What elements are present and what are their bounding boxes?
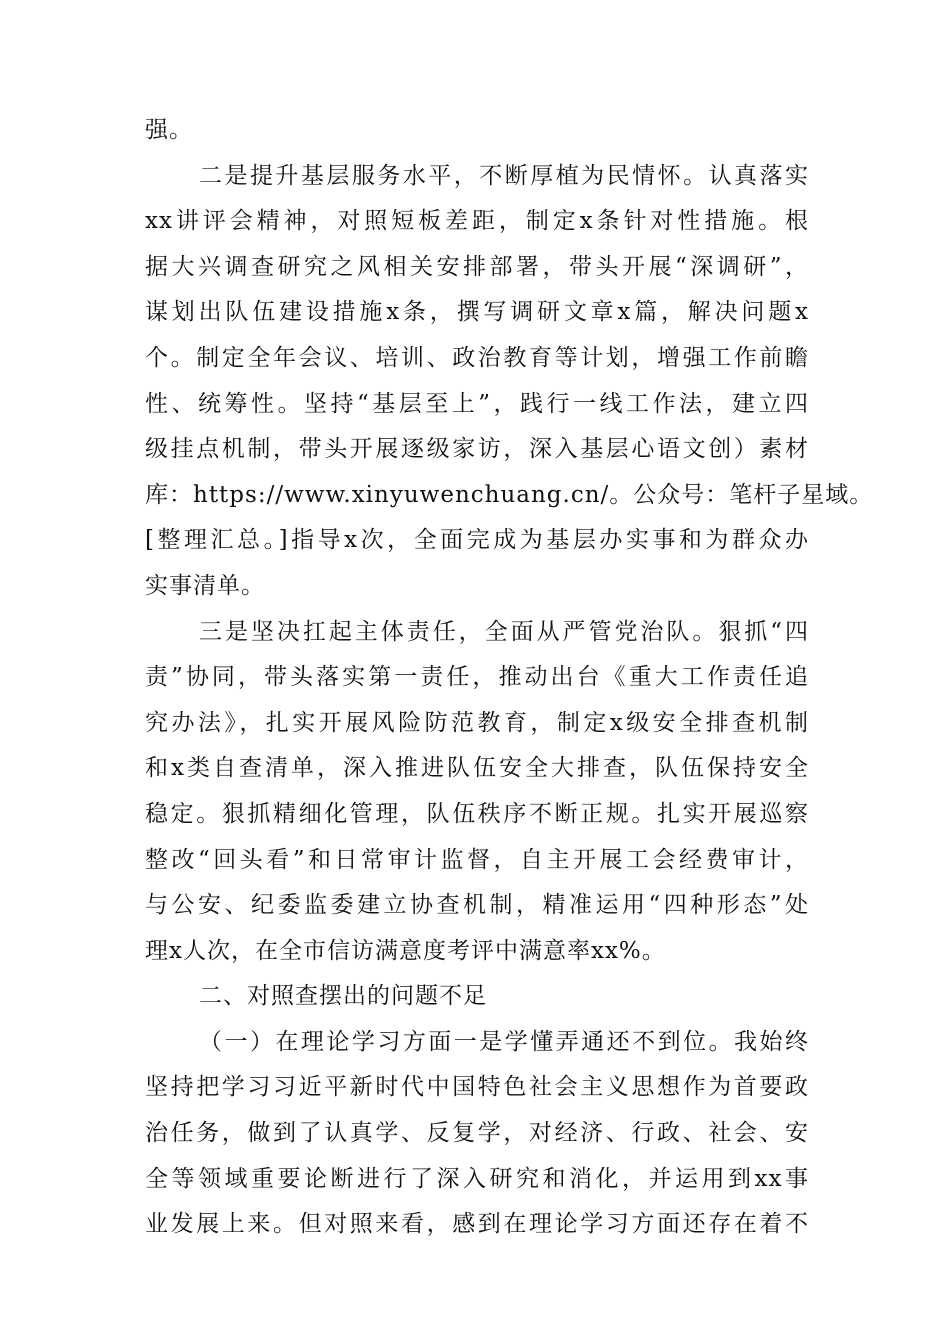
text-line: [整理汇总。]指导x次，全面完成为基层办实事和为群众办	[145, 527, 809, 554]
text-line: 库：https://www.xinyuwenchuang.cn/。公众号：笔杆子星域。	[145, 481, 874, 508]
text-line: 级挂点机制，带头开展逐级家访，深入基层心语文创）素材	[145, 436, 809, 463]
text-line: 业发展上来。但对照来看，感到在理论学习方面还存在着不	[145, 1211, 809, 1238]
text-line: 实事清单。	[145, 572, 265, 599]
text-line: xx讲评会精神，对照短板差距，制定x条针对性措施。根	[145, 208, 809, 235]
section-heading: 二、对照查摆出的问题不足	[199, 983, 487, 1010]
text-line: 究办法》，扎实开展风险防范教育，制定x级安全排查机制	[145, 709, 809, 736]
document-body	[145, 108, 874, 1248]
paragraph-start-line: 二是提升基层服务水平，不断厚植为民情怀。认真落实	[199, 162, 809, 189]
text-line: 强。	[145, 117, 193, 143]
paragraph-start-line: （一）在理论学习方面一是学懂弄通还不到位。我始终	[199, 1028, 809, 1055]
text-line: 性、统筹性。坚持“基层至上”，践行一线工作法，建立四	[145, 390, 809, 417]
text-line: 和x类自查清单，深入推进队伍安全大排查，队伍保持安全	[145, 755, 809, 782]
text-line: 个。制定全年会议、培训、政治教育等计划，增强工作前瞻	[145, 344, 809, 371]
text-line: 治任务，做到了认真学、反复学，对经济、行政、社会、安	[145, 1120, 809, 1147]
text-line: 全等领域重要论断进行了深入研究和消化，并运用到xx事	[145, 1165, 809, 1192]
text-line: 稳定。狠抓精细化管理，队伍秩序不断正规。扎实开展巡察	[145, 800, 809, 827]
text-line: 谋划出队伍建设措施x条，撰写调研文章x篇，解决问题x	[145, 299, 809, 326]
paragraph-start-line: 三是坚决扛起主体责任，全面从严管党治队。狠抓“四	[199, 618, 809, 645]
text-line: 与公安、纪委监委建立协查机制，精准运用“四种形态”处	[145, 892, 809, 919]
text-line: 据大兴调查研究之风相关安排部署，带头开展“深调研”，	[145, 253, 809, 280]
text-line: 理x人次，在全市信访满意度考评中满意率xx%。	[145, 937, 666, 964]
text-line: 坚持把学习习近平新时代中国特色社会主义思想作为首要政	[145, 1074, 809, 1101]
text-line: 责”协同，带头落实第一责任，推动出台《重大工作责任追	[145, 664, 809, 691]
text-line: 整改“回头看”和日常审计监督，自主开展工会经费审计，	[145, 846, 809, 873]
